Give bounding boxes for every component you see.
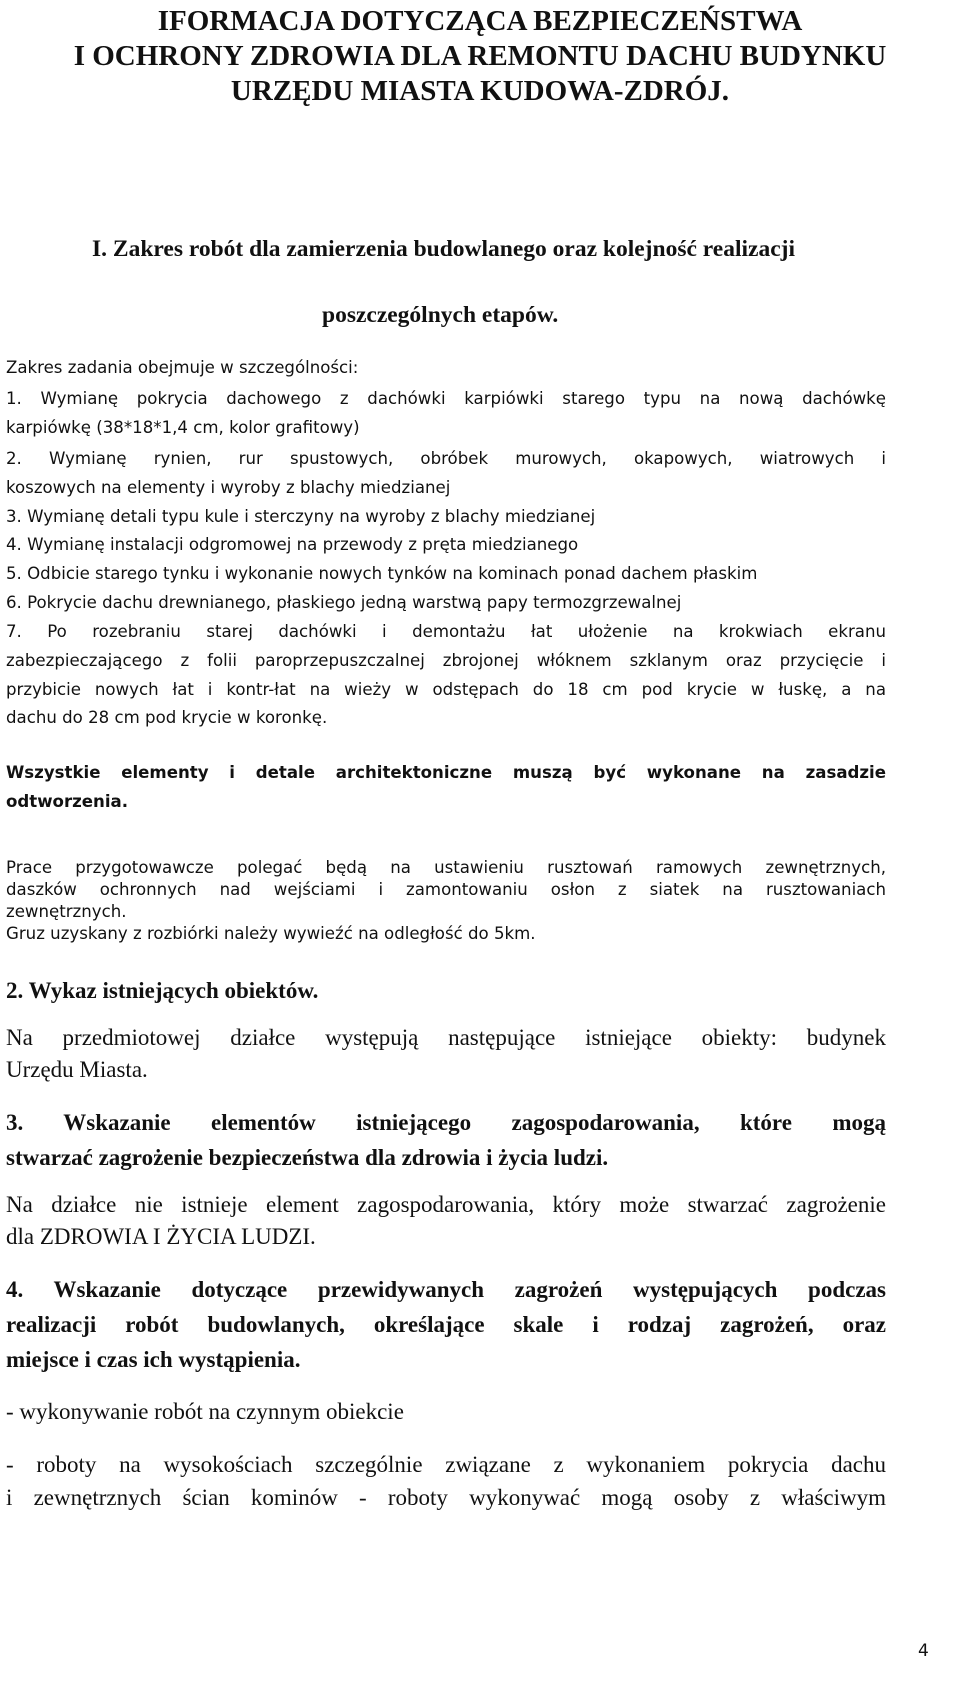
prep-text: Prace przygotowawcze polegać będą na ustawieniu rusztowań ramowych zewnętrznych, (6, 858, 886, 877)
bold-note: Wszystkie elementy i detale architektoniczne muszą być wykonane na zasadzie (6, 763, 886, 782)
page-number: 4 (918, 1641, 929, 1661)
prep-text-cont: zewnętrznych. (6, 902, 127, 921)
section-3-text: Na działce nie istnieje element zagospodarowania, który może stwarzać zagrożenie (6, 1192, 886, 1217)
section-4-heading-cont: miejsce i czas ich wystąpienia. (6, 1347, 301, 1372)
list-item: 7. Po rozebraniu starej dachówki i demontażu łat ułożenie na krokwiach ekranu (6, 622, 886, 641)
list-item: 2. Wymianę rynien, rur spustowych, obróbek murowych, okapowych, wiatrowych i (6, 449, 886, 468)
hazard-item: - roboty na wysokościach szczególnie związane z wykonaniem pokrycia dachu (6, 1452, 886, 1477)
scope-intro: Zakres zadania obejmuje w szczególności: (6, 358, 359, 377)
prep-text-cont: daszków ochronnych nad wejściami i zamontowaniu osłon z siatek na rusztowaniach (6, 880, 886, 899)
section-2-text-cont: Urzędu Miasta. (6, 1057, 148, 1082)
list-item-cont: dachu do 28 cm pod krycie w koronkę. (6, 708, 328, 727)
document-title (0, 4, 960, 109)
list-item-cont: koszowych na elementy i wyroby z blachy miedzianej (6, 478, 451, 497)
debris-text: Gruz uzyskany z rozbiórki należy wywieźć na odległość do 5km. (6, 924, 536, 943)
list-item: 5. Odbicie starego tynku i wykonanie nowych tynków na kominach ponad dachem płaskim (6, 564, 758, 583)
section-3-heading: 3. Wskazanie elementów istniejącego zagospodarowania, które mogą (6, 1110, 886, 1135)
list-item-cont: zabezpieczającego z folii paroprzepuszczalnej zbrojonej włóknem szklanym oraz przycięcie i (6, 651, 886, 670)
section-1-heading: I. Zakres robót dla zamierzenia budowlanego oraz kolejność realizacji (92, 236, 795, 262)
list-item: 1. Wymianę pokrycia dachowego z dachówki karpiówki starego typu na nową dachówkę (6, 389, 886, 408)
bold-note-cont: odtworzenia. (6, 792, 129, 811)
section-4-heading-cont: realizacji robót budowlanych, określające skale i rodzaj zagrożeń, oraz (6, 1312, 886, 1337)
title-line-2: I OCHRONY ZDROWIA DLA REMONTU DACHU BUDYNKU (73, 40, 887, 72)
list-item: 3. Wymianę detali typu kule i sterczyny na wyroby z blachy miedzianej (6, 507, 596, 526)
title-line-3: URZĘDU MIASTA KUDOWA-ZDRÓJ. (230, 75, 730, 107)
section-4-heading: 4. Wskazanie dotyczące przewidywanych zagrożeń występujących podczas (6, 1277, 886, 1302)
hazard-item: - wykonywanie robót na czynnym obiekcie (6, 1399, 404, 1424)
section-3-heading-cont: stwarzać zagrożenie bezpieczeństwa dla zdrowia i życia ludzi. (6, 1145, 609, 1170)
title-line-1: IFORMACJA DOTYCZĄCA BEZPIECZEŃSTWA (157, 5, 803, 37)
section-1-heading-cont: poszczególnych etapów. (322, 302, 559, 328)
list-item: 4. Wymianę instalacji odgromowej na przewody z pręta miedzianego (6, 535, 579, 554)
list-item-cont: przybicie nowych łat i kontr-łat na wieży w odstępach do 18 cm pod krycie w łuskę, a na (6, 680, 886, 699)
list-item: 6. Pokrycie dachu drewnianego, płaskiego jedną warstwą papy termozgrzewalnej (6, 593, 682, 612)
section-3-text-cont: dla ZDROWIA I ŻYCIA LUDZI. (6, 1224, 316, 1249)
hazard-item-cont: i zewnętrznych ścian kominów - roboty wykonywać mogą osoby z właściwym (6, 1485, 886, 1510)
list-item-cont: karpiówkę (38*18*1,4 cm, kolor grafitowy) (6, 418, 360, 437)
section-2-text: Na przedmiotowej działce występują następujące istniejące obiekty: budynek (6, 1025, 886, 1050)
section-2-heading: 2. Wykaz istniejących obiektów. (6, 978, 319, 1003)
